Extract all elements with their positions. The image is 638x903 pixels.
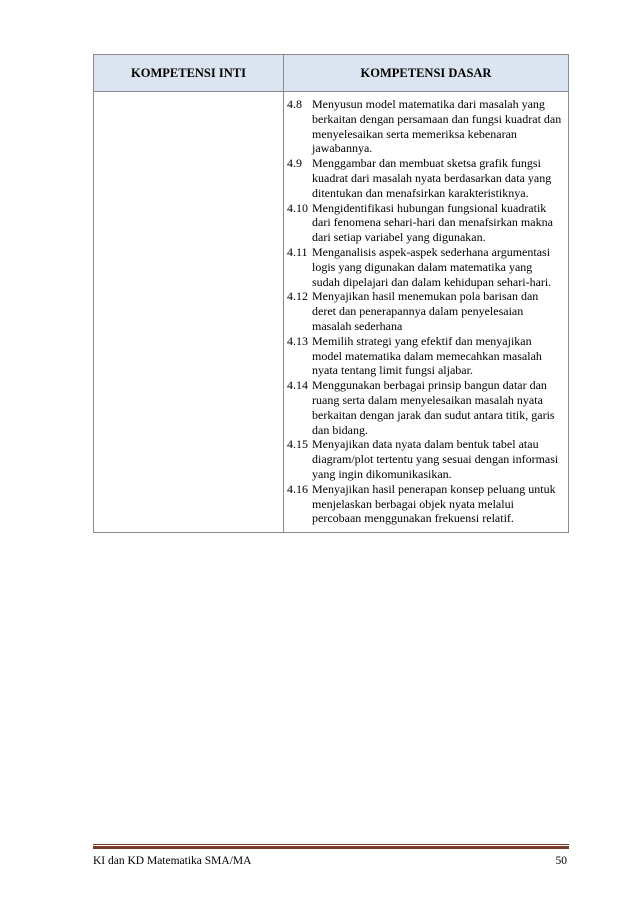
header-kompetensi-inti: KOMPETENSI INTI bbox=[94, 55, 284, 92]
kd-item bbox=[287, 201, 563, 245]
kd-item bbox=[287, 437, 563, 481]
page-number: 50 bbox=[555, 855, 567, 867]
kd-text: Menyajikan hasil penerapan konsep peluang untuk menjelaskan berbagai objek nyata melalui percobaan menggunakan frekuensi relatif. bbox=[312, 481, 556, 526]
kd-text: Menganalisis aspek-aspek sederhana argumentasi logis yang digunakan dalam matematika yang sudah dipelajari dan dalam kehidupan sehari-hari. bbox=[312, 244, 552, 289]
kd-number: 4.16 bbox=[287, 481, 308, 496]
kd-number: 4.15 bbox=[287, 437, 308, 452]
competency-table bbox=[93, 54, 569, 533]
kd-cell bbox=[284, 92, 569, 533]
kd-number: 4.13 bbox=[287, 333, 308, 348]
kd-text: Memilih strategi yang efektif dan menyajikan model matematika dalam memecahkan masalah nyata tentang limit fungsi aljabar. bbox=[312, 333, 542, 378]
kd-number: 4.10 bbox=[287, 200, 308, 215]
kd-text: Menggambar dan membuat sketsa grafik fungsi kuadrat dari masalah nyata berdasarkan data yang ditentukan dan menafsirkan karakteristiknya. bbox=[312, 156, 552, 200]
ki-cell bbox=[94, 92, 284, 533]
kd-text: Mengidentifikasi hubungan fungsional kuadratik dari fenomena sehari-hari dan menafsirkan makna dari setiap variabel yang digunakan. bbox=[312, 200, 553, 245]
kd-item bbox=[287, 245, 563, 289]
kd-text: Menyajikan hasil menemukan pola barisan dan deret dan penerapannya dalam penyelesaian masalah sederhana bbox=[312, 289, 539, 333]
kd-item bbox=[287, 334, 563, 378]
kd-number: 4.12 bbox=[287, 289, 308, 304]
kd-text: Menggunakan berbagai prinsip bangun datar dan ruang serta dalam menyelesaikan masalah nyata berkaitan dengan jarak dan sudut antara titik, garis dan bidang. bbox=[312, 378, 555, 437]
kd-item bbox=[287, 97, 563, 156]
kd-item bbox=[287, 289, 563, 333]
footer-document-title: KI dan KD Matematika SMA/MA bbox=[93, 855, 252, 867]
kd-item bbox=[287, 378, 563, 437]
kd-item bbox=[287, 156, 563, 200]
kd-number: 4.9 bbox=[287, 156, 302, 171]
kd-number: 4.11 bbox=[287, 244, 308, 259]
header-kompetensi-dasar: KOMPETENSI DASAR bbox=[284, 55, 569, 92]
footer-divider-thick bbox=[93, 846, 569, 849]
kd-item bbox=[287, 482, 563, 526]
kd-text: Menyusun model matematika dari masalah yang berkaitan dengan persamaan dan fungsi kuadrat dan menyelesaikan serta memeriksa kebenaran jawabannya. bbox=[312, 97, 562, 156]
table-row bbox=[94, 92, 569, 533]
footer-divider bbox=[93, 844, 569, 845]
kd-number: 4.8 bbox=[287, 97, 302, 111]
kd-number: 4.14 bbox=[287, 378, 308, 393]
kd-text: Menyajikan data nyata dalam bentuk tabel atau diagram/plot tertentu yang sesuai dengan informasi yang ingin dikomunikasikan. bbox=[312, 437, 559, 481]
table-header-row bbox=[94, 55, 569, 92]
